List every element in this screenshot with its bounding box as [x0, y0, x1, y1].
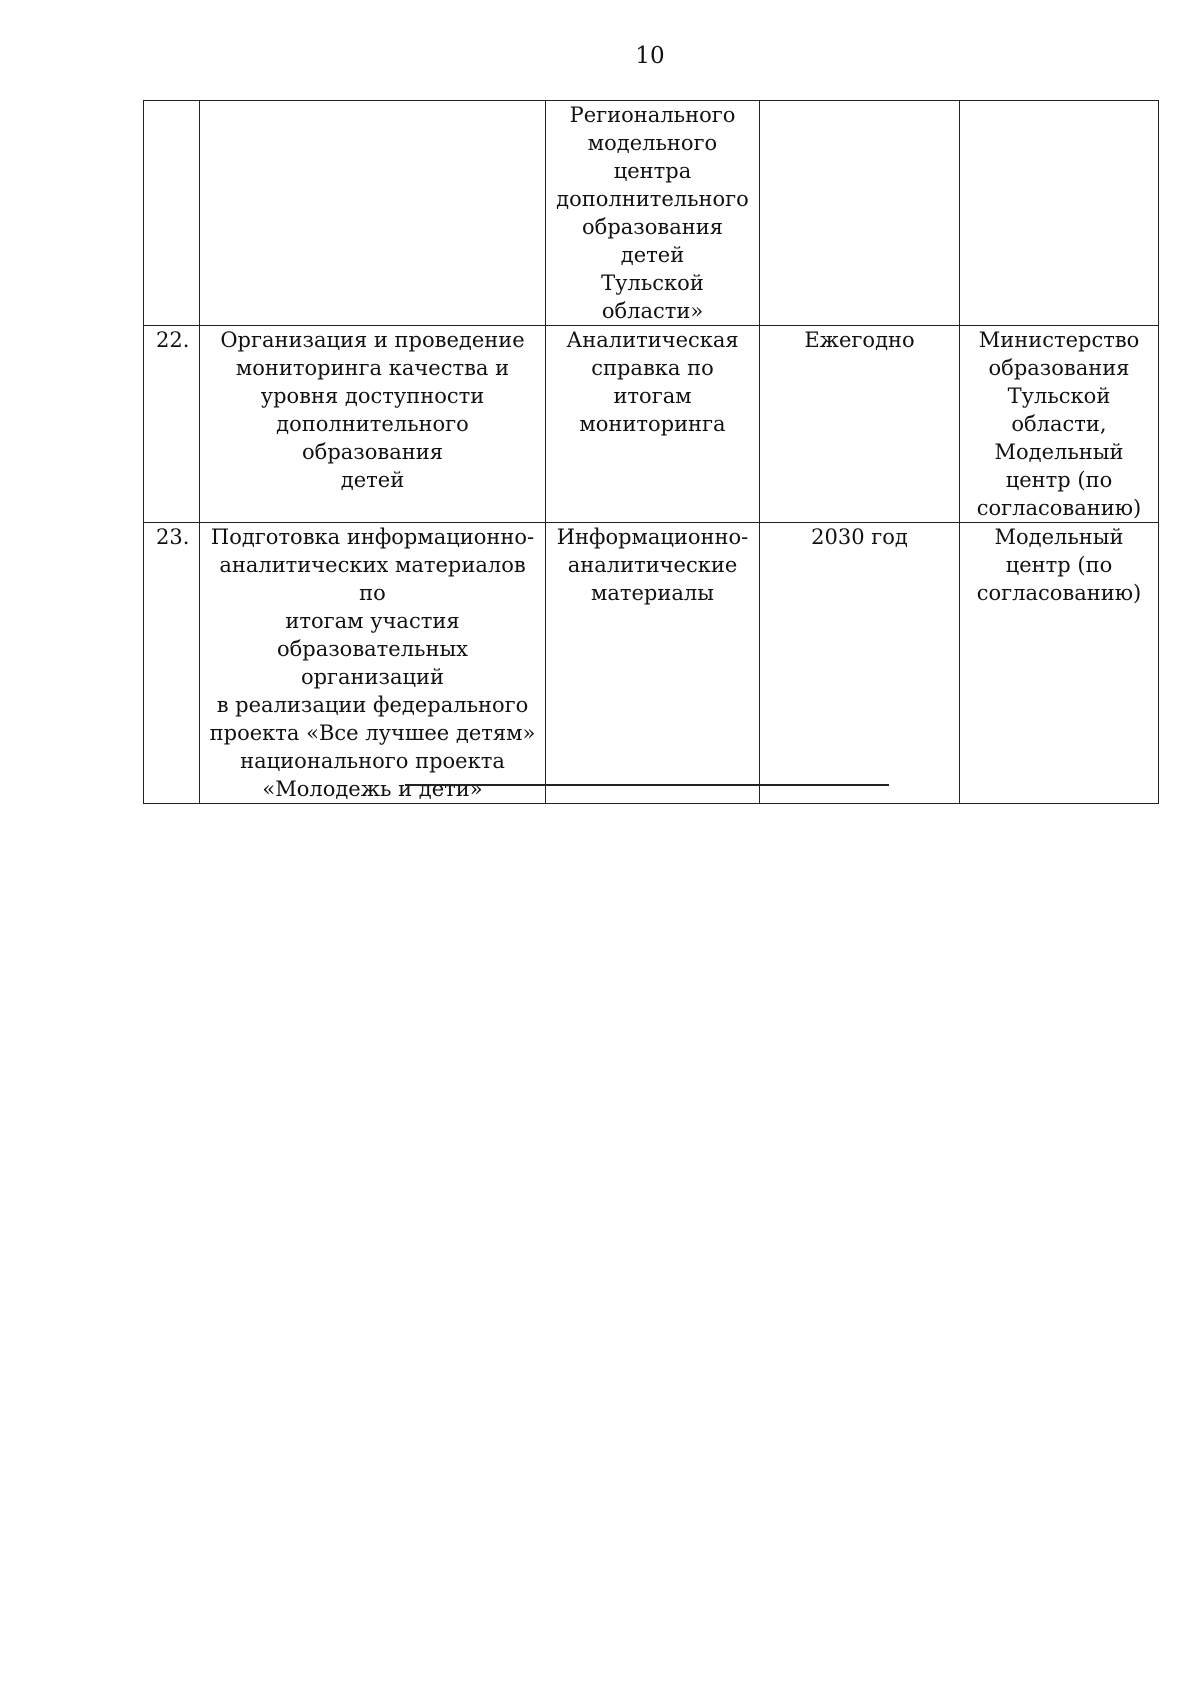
activity-cell — [200, 101, 546, 326]
deadline-cell — [760, 101, 960, 326]
result-cell — [546, 523, 760, 804]
result-text: Информационно- аналитические материалы — [556, 525, 749, 605]
row-number-cell — [144, 101, 200, 326]
responsible-cell — [960, 523, 1159, 804]
row-number-cell — [144, 326, 200, 523]
responsible-text: Модельный центр (по согласованию) — [976, 525, 1142, 605]
result-text: Регионального модельного центра дополнительного образования детей Тульской области» — [556, 103, 749, 323]
activity-text: Подготовка информационно- аналитических материалов по итогам участия образовательных организаций в реализации федерального проекта «Все лучшее детям» национального проекта «Молодежь и дети» — [209, 525, 536, 801]
deadline-text: 2030 год — [811, 525, 908, 549]
result-cell — [546, 326, 760, 523]
row-number-cell — [144, 523, 200, 804]
table-row — [144, 326, 1159, 523]
activities-table — [143, 100, 1159, 804]
table-row — [144, 523, 1159, 804]
result-text: Аналитическая справка по итогам мониторинга — [566, 328, 739, 436]
result-cell — [546, 101, 760, 326]
deadline-cell — [760, 523, 960, 804]
page-number: 10 — [635, 43, 665, 69]
row-number: 23. — [156, 525, 190, 549]
deadline-text: Ежегодно — [804, 328, 915, 352]
responsible-text: Министерство образования Тульской области, Модельный центр (по согласованию) — [976, 328, 1142, 520]
table-row — [144, 101, 1159, 326]
deadline-cell — [760, 326, 960, 523]
responsible-cell — [960, 326, 1159, 523]
end-divider-line — [405, 784, 889, 786]
responsible-cell — [960, 101, 1159, 326]
row-number: 22. — [156, 328, 190, 352]
activity-cell — [200, 326, 546, 523]
activity-cell — [200, 523, 546, 804]
activity-text: Организация и проведение мониторинга качества и уровня доступности дополнительного образования детей — [220, 328, 525, 492]
